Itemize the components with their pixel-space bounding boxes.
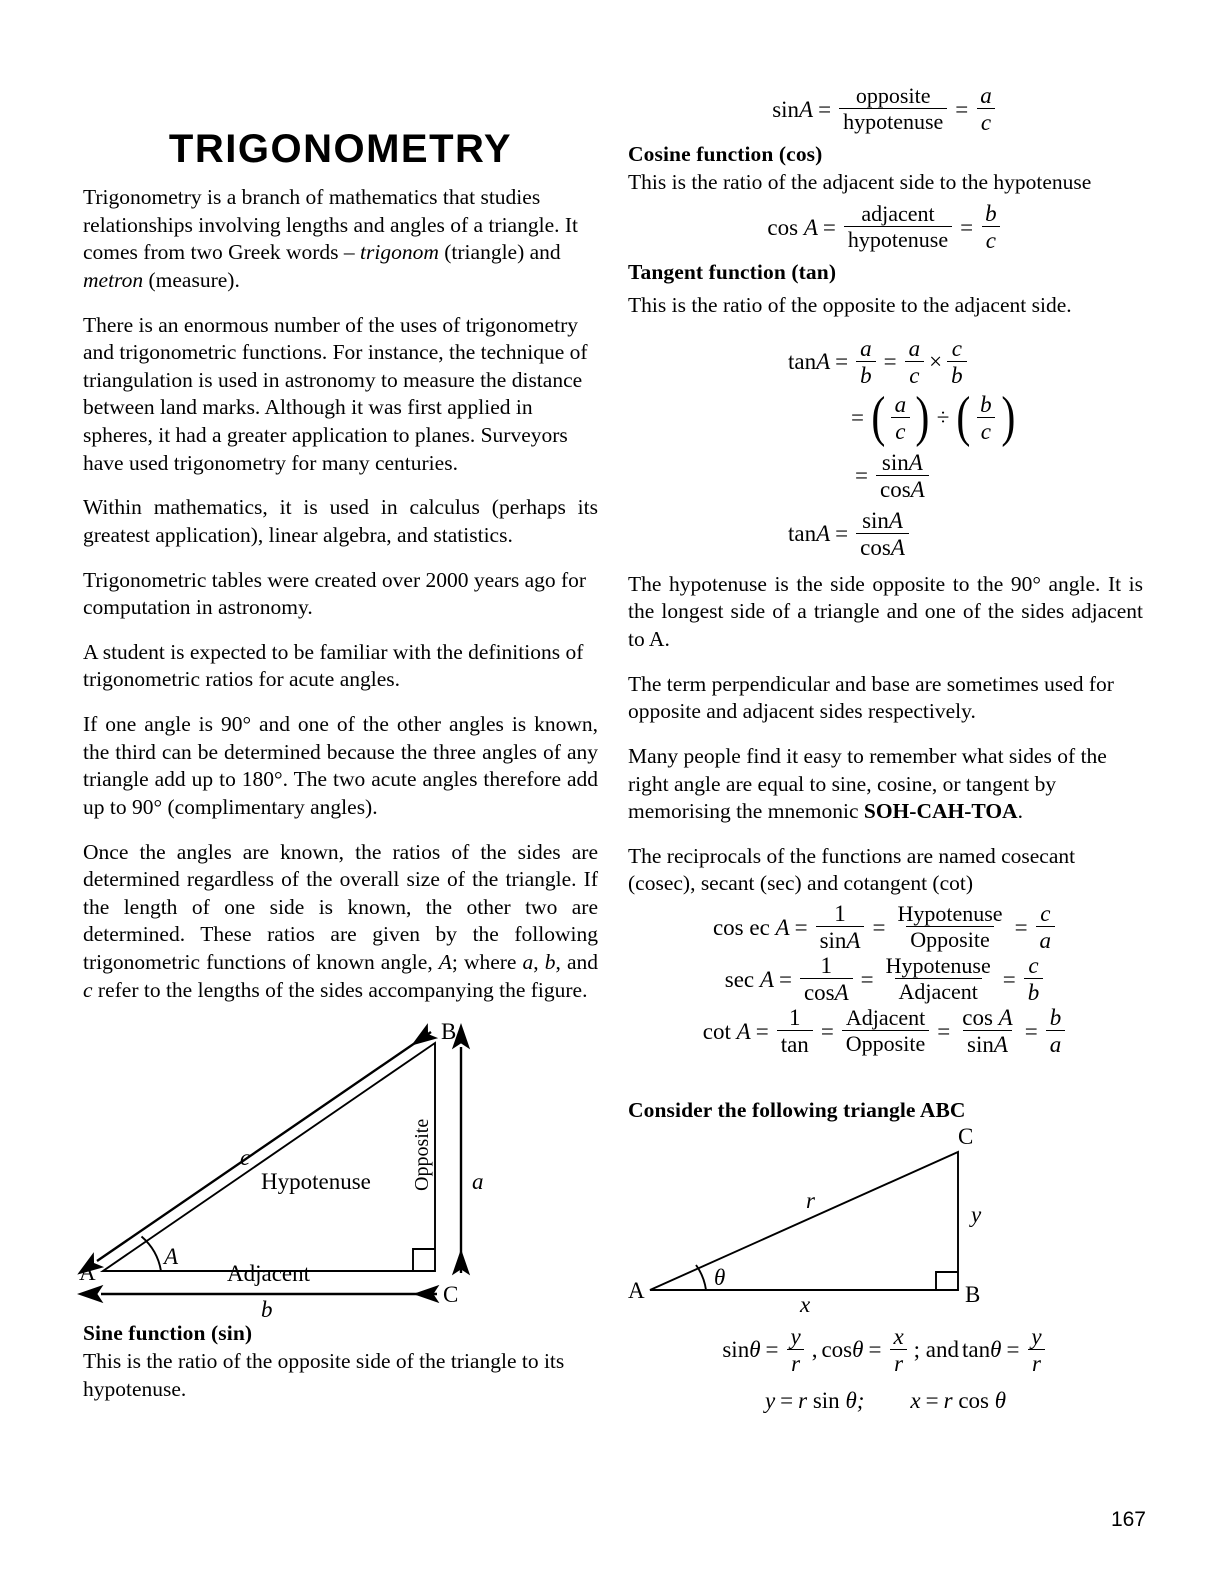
- equals-sign-4: =: [1024, 1018, 1038, 1044]
- figure2-side-x-label: x: [800, 1291, 811, 1317]
- mnemonic-text-a: Many people find it easy to remember what sides of the right angle are equal to sine, cosine, or tangent by memorising the mnemonic: [628, 743, 1107, 824]
- angle-arc-theta: [696, 1265, 706, 1290]
- numerator-one: 1: [789, 1005, 801, 1031]
- denominator-c: c: [977, 108, 995, 134]
- fraction-sin-over-cos-2: [856, 509, 909, 559]
- equals-sign-2: =: [860, 966, 874, 992]
- figure2-vertex-b-label: B: [965, 1281, 981, 1307]
- denominator-tan: [777, 1030, 813, 1056]
- sin-operator: sin: [772, 96, 800, 122]
- cosine-function-text: This is the ratio of the adjacent side to the hypotenuse: [628, 169, 1092, 194]
- equals-sign: =: [765, 1337, 779, 1363]
- tan-line4-math: [788, 509, 912, 559]
- tan-derivation-line-2: [628, 386, 1143, 449]
- sine-function-heading: Sine function (sin): [83, 1321, 253, 1346]
- fraction-cos-over-sin: [958, 1006, 1016, 1056]
- sine-function-text: This is the ratio of the opposite side of the triangle to its hypotenuse.: [83, 1349, 565, 1401]
- denominator-opposite: Opposite: [906, 926, 993, 951]
- ratios-text-a: Once the angles are known, the ratios of the sides are determined regardless of the overall size of the triangle. If the length of one side is known, the other two are determined. These ratios are given by the following trigonometric functions of known angle,: [83, 839, 598, 974]
- cos-operator: cos: [962, 1005, 993, 1031]
- fraction-sin-over-cos: [876, 451, 929, 501]
- sin-operator-final: sin: [722, 1337, 750, 1363]
- fraction-a-over-c-parens: [891, 393, 911, 443]
- denominator-r-3: r: [1028, 1349, 1045, 1375]
- sin-var: A: [908, 449, 923, 475]
- numerator-y-2: y: [1031, 1323, 1042, 1349]
- cosec-operator: cos ec: [712, 914, 770, 940]
- denominator-c-2: c: [977, 417, 995, 443]
- equals-sign-3: =: [937, 1018, 951, 1044]
- denominator-opposite: Opposite: [842, 1030, 929, 1055]
- cos-var-2: A: [890, 534, 905, 560]
- perpendicular-base-paragraph: The term perpendicular and base are sometimes used for opposite and adjacent sides respectively.: [628, 671, 1114, 724]
- figure2-angle-theta-label: θ: [714, 1264, 726, 1290]
- mnemonic-paragraph: [628, 743, 1143, 826]
- sin-var: A: [993, 1032, 1008, 1058]
- sec-operator: sec: [724, 966, 755, 992]
- triangle-1-outline: [103, 1043, 435, 1271]
- sin-operator: sin: [967, 1032, 994, 1058]
- numerator-adjacent: Adjacent: [845, 1005, 926, 1031]
- figure1-hypotenuse-label: Hypotenuse: [261, 1169, 371, 1195]
- equals-sign-2: =: [960, 214, 974, 240]
- denominator-cos-a: [876, 475, 929, 501]
- ratios-paragraph: [83, 839, 598, 1005]
- numerator-one: 1: [834, 901, 846, 927]
- figure2-side-r-label: r: [806, 1187, 815, 1213]
- tan-operator-final: tan: [962, 1337, 991, 1363]
- var-a: a: [522, 950, 534, 974]
- right-angle-marker-1: [413, 1249, 435, 1271]
- equals-sign-3: =: [1006, 1337, 1020, 1363]
- fraction-c-over-b: [1024, 954, 1044, 1004]
- denominator-a: a: [1036, 926, 1056, 952]
- tan-operator-2: tan: [788, 521, 817, 547]
- cos-operator-2: cos: [860, 534, 891, 560]
- figure1-opposite-label: Opposite: [411, 1119, 433, 1192]
- equals-sign-2: =: [820, 1018, 834, 1044]
- denominator-r: r: [787, 1349, 804, 1375]
- figure1-side-b-label: b: [261, 1297, 273, 1323]
- numerator-a: a: [980, 83, 992, 108]
- intro-text-c: (measure).: [143, 267, 240, 292]
- fraction-one-over-tan: [777, 1006, 813, 1056]
- var-A: A: [438, 950, 452, 974]
- sec-angle-var: A: [759, 966, 774, 992]
- cos-var: A: [834, 980, 849, 1006]
- numerator-y: y: [790, 1323, 801, 1349]
- equals-sign: =: [818, 96, 832, 122]
- cot-operator: cot: [702, 1018, 731, 1044]
- equals-sign-2: =: [955, 96, 969, 122]
- fraction-y-over-r: [787, 1325, 805, 1375]
- numerator-b: b: [985, 201, 997, 227]
- fraction-y-over-r-2: [1027, 1325, 1045, 1375]
- intro-text-b: (triangle) and: [438, 240, 561, 265]
- numerator-hypotenuse: Hypotenuse: [885, 953, 991, 979]
- fraction-a-over-c: [905, 337, 925, 387]
- numerator-b: b: [980, 391, 992, 417]
- equals-sign: =: [851, 405, 864, 431]
- tan-angle-var: A: [816, 349, 831, 375]
- var-c: c: [83, 977, 93, 1002]
- right-paren-1: ): [915, 386, 930, 449]
- figure1-adjacent-label: Adjacent: [227, 1261, 311, 1287]
- numerator-one: 1: [820, 953, 833, 979]
- tan-line2-math: [846, 386, 1017, 449]
- formula-final-ratios: [628, 1325, 1143, 1375]
- numerator-cos-a: [958, 1006, 1016, 1030]
- cos-operator: cos: [767, 214, 799, 240]
- numerator-a: a: [894, 391, 907, 417]
- x-variable: x: [910, 1387, 921, 1413]
- figure2-vertex-c-label: C: [958, 1123, 974, 1149]
- formula-cosec-a: [628, 902, 1143, 952]
- numerator-sin-a: [878, 451, 927, 475]
- figure1-vertex-c-label: C: [443, 1282, 459, 1308]
- cos-operator: cos: [879, 476, 911, 502]
- hypotenuse-paragraph: The hypotenuse is the side opposite to the 90° angle. It is the longest side of a triangle and one of the sides adjacent to A.: [628, 571, 1143, 652]
- greek-word-metron: metron: [83, 267, 144, 292]
- division-sign: ÷: [936, 405, 950, 431]
- equals-sign: =: [794, 914, 808, 940]
- theta-variable-2: θ: [994, 1387, 1007, 1413]
- equals-sign: =: [780, 1387, 794, 1413]
- tan-derivation-line-4: [628, 509, 1143, 559]
- figure1-vertex-b-label: B: [441, 1019, 457, 1045]
- mathematics-paragraph: Within mathematics, it is used in calculus (perhaps its greatest application), linear algebra, and statistics.: [83, 495, 598, 547]
- tables-paragraph: Trigonometric tables were created over 2000 years ago for computation in astronomy.: [83, 567, 587, 620]
- ratios-text-c: ,: [533, 950, 545, 974]
- intro-paragraph: [83, 184, 598, 295]
- var-b: b: [544, 950, 556, 974]
- denominator-cos-a-2: [856, 533, 909, 559]
- figure1-side-c-label: c: [240, 1145, 251, 1171]
- denominator-hypotenuse: hypotenuse: [844, 226, 952, 251]
- figure-triangle-abc-theta: [628, 1123, 1143, 1317]
- equals-sign: =: [835, 521, 849, 547]
- right-angle-marker-2: [936, 1272, 958, 1290]
- r-variable-2: r: [943, 1387, 953, 1413]
- ratios-text-d: , and: [555, 950, 598, 974]
- sin-operator: sin: [881, 449, 909, 475]
- formula-sin-a: [628, 84, 1143, 134]
- fraction-adjacent-hypotenuse: [844, 203, 952, 251]
- tan-line3-math: [850, 451, 932, 501]
- figure2-vertex-a-label: A: [628, 1277, 645, 1303]
- cos-var: A: [998, 1005, 1013, 1031]
- cot-angle-var: A: [736, 1018, 751, 1044]
- triangle-diagram-2-svg: [628, 1123, 1028, 1317]
- uses-paragraph: There is an enormous number of the uses of trigonometry and trigonometric functions. For instance, the technique of triangulation is used in astronomy to measure the distance between land marks. Although it was first applied in spheres, it had a greater application to planes. Surveyors have used trigonometry for many centuries.: [83, 312, 588, 475]
- fraction-hyp-over-adj: [882, 955, 995, 1003]
- sin-operator-2: sin: [862, 507, 889, 533]
- equals-sign: =: [755, 1018, 769, 1044]
- denominator-r-2: r: [890, 1349, 907, 1375]
- tangent-derivation: [628, 337, 1143, 559]
- tangent-function-heading: Tangent function (tan): [628, 260, 837, 285]
- denominator-cos-a: [800, 978, 853, 1004]
- cosine-function-heading: Cosine function (cos): [628, 142, 823, 166]
- right-paren-2: ): [1000, 386, 1015, 449]
- equals-sign-2: =: [925, 1387, 939, 1413]
- fraction-b-over-c: [981, 202, 1001, 252]
- cos-var: A: [910, 476, 925, 502]
- denominator-sin-a: [963, 1030, 1012, 1056]
- soh-cah-toa-mnemonic: SOH-CAH-TOA: [863, 799, 1018, 824]
- left-paren-2: (: [956, 386, 971, 449]
- equals-sign: =: [855, 463, 868, 489]
- triangle-diagram-1-svg: [79, 1019, 484, 1323]
- tan-operator: tan: [780, 1032, 809, 1058]
- y-variable: y: [764, 1387, 776, 1413]
- equals-sign: =: [835, 349, 849, 375]
- numerator-x: x: [893, 1323, 904, 1349]
- denominator-b: b: [856, 361, 876, 387]
- equals-sign-3: =: [1002, 966, 1016, 992]
- numerator-opposite: opposite: [855, 83, 931, 108]
- theta-variable-1: θ;: [845, 1387, 865, 1413]
- student-paragraph: A student is expected to be familiar with the definitions of trigonometric ratios for acute angles.: [83, 639, 584, 692]
- comma-separator: ,: [811, 1337, 818, 1363]
- ratios-text-b: ; where: [451, 950, 523, 974]
- formula-final-components: [628, 1389, 1143, 1412]
- formula-cos-a: [628, 202, 1143, 252]
- denominator-c: c: [891, 417, 909, 443]
- numerator-c: c: [1028, 953, 1039, 979]
- denominator-c: c: [982, 226, 1000, 252]
- left-column: [79, 127, 598, 1420]
- ratios-text-e: refer to the lengths of the sides accompanying the figure.: [92, 977, 588, 1002]
- greek-word-trigonom: trigonom: [360, 240, 439, 265]
- fraction-hyp-over-opp: [893, 903, 1006, 951]
- fraction-b-over-a: [1046, 1006, 1066, 1056]
- fraction-opposite-hypotenuse: [839, 85, 947, 133]
- fraction-a-over-c: [976, 84, 996, 134]
- r-variable-1: r: [798, 1387, 808, 1413]
- mnemonic-text-b: .: [1017, 799, 1023, 824]
- multiplication-sign: ×: [929, 349, 943, 375]
- fraction-one-over-cos: [800, 954, 853, 1004]
- fraction-a-over-b: [856, 337, 876, 387]
- figure2-side-y-label: y: [971, 1201, 982, 1227]
- denominator-adjacent: Adjacent: [895, 978, 982, 1003]
- equals-sign-3: =: [1014, 914, 1028, 940]
- cos-operator-final: cos: [821, 1337, 853, 1363]
- figure-right-triangle-abc: [79, 1019, 598, 1323]
- numerator-a: a: [860, 335, 872, 361]
- denominator-c: c: [905, 361, 923, 387]
- numerator-c: c: [1040, 901, 1051, 927]
- tan-theta-var: θ: [990, 1337, 1002, 1363]
- cos-operator-2: cos: [958, 1387, 989, 1413]
- sin-operator: sin: [819, 928, 847, 954]
- cos-angle-var: A: [803, 214, 818, 240]
- fraction-b-over-c-parens: [976, 393, 996, 443]
- left-paren-1: (: [871, 386, 886, 449]
- fraction-c-over-b: [947, 337, 967, 387]
- denominator-sin-a: [816, 926, 865, 952]
- sin-operator-2: sin: [812, 1387, 840, 1413]
- tan-line1-math: [788, 337, 970, 387]
- figure1-angle-label: A: [164, 1244, 179, 1270]
- tan-derivation-line-3: [628, 451, 1143, 501]
- cos-theta-var: θ: [852, 1337, 864, 1363]
- tan-operator: tan: [788, 349, 817, 375]
- consider-triangle-heading: Consider the following triangle ABC: [628, 1098, 966, 1123]
- right-column: [628, 78, 1143, 1412]
- fraction-c-over-a: [1036, 902, 1056, 952]
- numerator-b: b: [1049, 1005, 1062, 1031]
- formula-sec-a: [628, 954, 1143, 1004]
- semicolon-and-connector: ; and: [913, 1337, 960, 1363]
- sin-theta-var: θ: [749, 1337, 761, 1363]
- denominator-hypotenuse: hypotenuse: [839, 108, 947, 133]
- tan-derivation-line-1: [628, 337, 1143, 387]
- numerator-adjacent: adjacent: [861, 201, 935, 227]
- denominator-a: a: [1046, 1030, 1066, 1056]
- equals-sign-2: =: [868, 1337, 882, 1363]
- page-number: 167: [1110, 1508, 1146, 1531]
- sin-var: A: [846, 928, 861, 954]
- tangent-function-text: This is the ratio of the opposite to the adjacent side.: [628, 293, 1072, 318]
- intro-text-a: Trigonometry is a branch of mathematics that studies relationships involving lengths and angles of a triangle. It comes from two Greek words –: [83, 185, 578, 265]
- equals-sign-2: =: [872, 914, 886, 940]
- figure1-vertex-a-label: A: [79, 1260, 96, 1286]
- denominator-b: b: [1024, 978, 1044, 1004]
- angle-sum-paragraph: If one angle is 90° and one of the other angles is known, the third can be determined because the three angles of any triangle add up to 180°. The two acute angles therefore add up to 90° (complimentary angles).: [83, 712, 598, 819]
- reciprocals-paragraph: The reciprocals of the functions are named cosecant (cosec), secant (sec) and cotangent (cot): [628, 843, 1076, 896]
- numerator-c: c: [951, 335, 962, 361]
- cos-operator: cos: [803, 980, 835, 1006]
- numerator-a-2: a: [908, 335, 921, 361]
- numerator-sin-a-2: [858, 509, 907, 533]
- numerator-hypotenuse: Hypotenuse: [897, 901, 1003, 927]
- fraction-x-over-r: [889, 1325, 907, 1375]
- cosec-angle-var: A: [775, 914, 790, 940]
- tan-angle-var-2: A: [816, 521, 831, 547]
- denominator-b-2: b: [947, 361, 967, 387]
- triangle-2-outline: [650, 1152, 958, 1290]
- equals-sign: =: [822, 214, 836, 240]
- sin-var-2: A: [888, 507, 903, 533]
- equals-sign-2: =: [883, 349, 897, 375]
- fraction-adj-over-opp: [842, 1007, 929, 1055]
- sin-angle-var: A: [799, 96, 814, 122]
- fraction-one-over-sin: [816, 902, 865, 952]
- side-c-arrow: [97, 1032, 431, 1261]
- equals-sign: =: [778, 966, 792, 992]
- figure1-side-a-label: a: [472, 1169, 484, 1195]
- page-title: TRIGONOMETRY: [168, 127, 513, 171]
- formula-cot-a: [628, 1006, 1143, 1056]
